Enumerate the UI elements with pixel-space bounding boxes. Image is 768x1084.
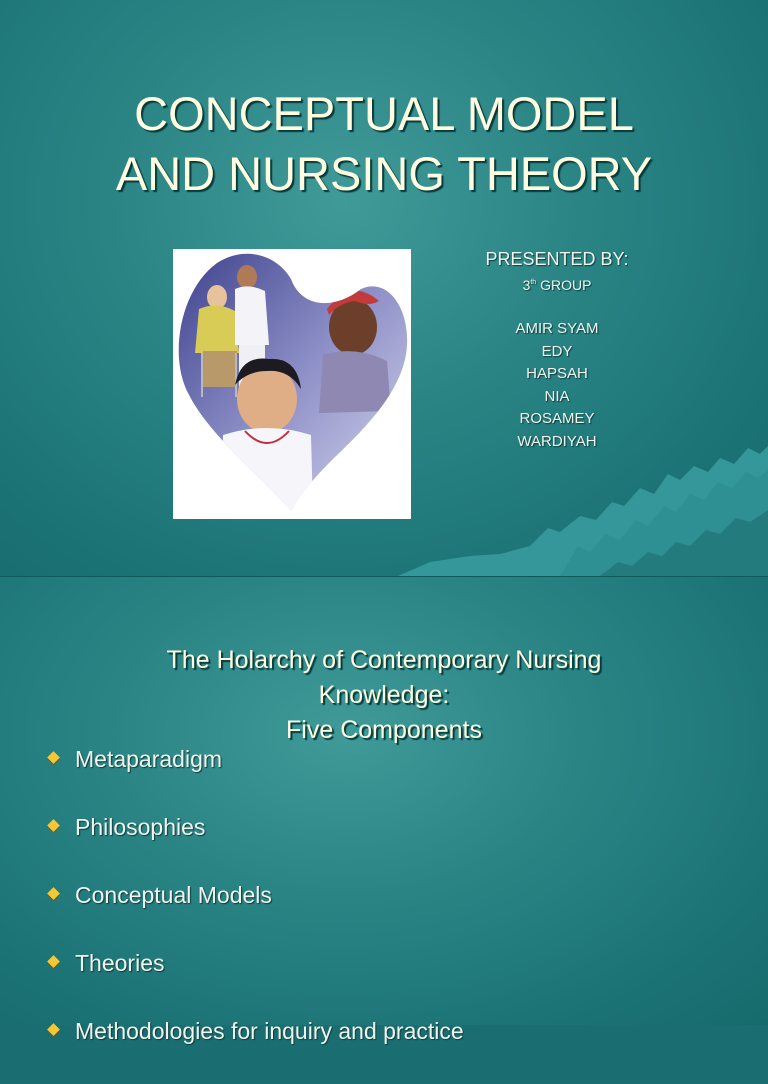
- member-name: EDY: [541, 342, 573, 360]
- list-item: [46, 948, 464, 1016]
- list-item: [46, 812, 464, 880]
- member-list: [447, 318, 667, 454]
- group-label: [447, 274, 667, 294]
- slide-title-line-2: AND NURSING THEORY: [115, 147, 653, 200]
- slide-title-line-1: CONCEPTUAL MODEL: [134, 87, 634, 140]
- slide-heading-line-2: Knowledge:: [318, 681, 450, 709]
- presented-by-label: PRESENTED BY:: [485, 249, 629, 269]
- diamond-bullet-icon: [47, 955, 60, 968]
- component-list: [46, 744, 464, 1084]
- list-item: [46, 744, 464, 812]
- diamond-bullet-icon: [47, 1023, 60, 1036]
- member-name: AMIR SYAM: [515, 320, 599, 337]
- diamond-bullet-icon: [47, 819, 60, 832]
- list-item: [46, 880, 464, 948]
- group-suffix: th: [530, 279, 537, 286]
- slide-heading-line-3: Five Components: [286, 716, 482, 744]
- member-name: ROSAMEY: [519, 410, 595, 428]
- list-item-text: Conceptual Models: [75, 882, 272, 908]
- slide-heading: [0, 643, 768, 748]
- list-item-text: Metaparadigm: [75, 746, 223, 772]
- slide-heading-line-1: The Holarchy of Contemporary Nursing: [166, 646, 602, 674]
- diamond-bullet-icon: [47, 751, 60, 764]
- member-name: NIA: [544, 387, 570, 405]
- list-item: [46, 1016, 464, 1084]
- content-slide: [0, 576, 768, 1044]
- member-name: WARDIYAH: [517, 432, 597, 450]
- diamond-bullet-icon: [47, 887, 60, 900]
- mountain-decoration: [0, 436, 768, 576]
- group-word: GROUP: [540, 277, 592, 293]
- list-item-text: Methodologies for inquiry and practice: [75, 1018, 464, 1044]
- group-number: 3: [522, 277, 531, 293]
- slide-title: [0, 84, 768, 204]
- list-item-text: Philosophies: [75, 814, 206, 840]
- member-name: HAPSAH: [526, 365, 588, 383]
- list-item-text: Theories: [75, 950, 165, 976]
